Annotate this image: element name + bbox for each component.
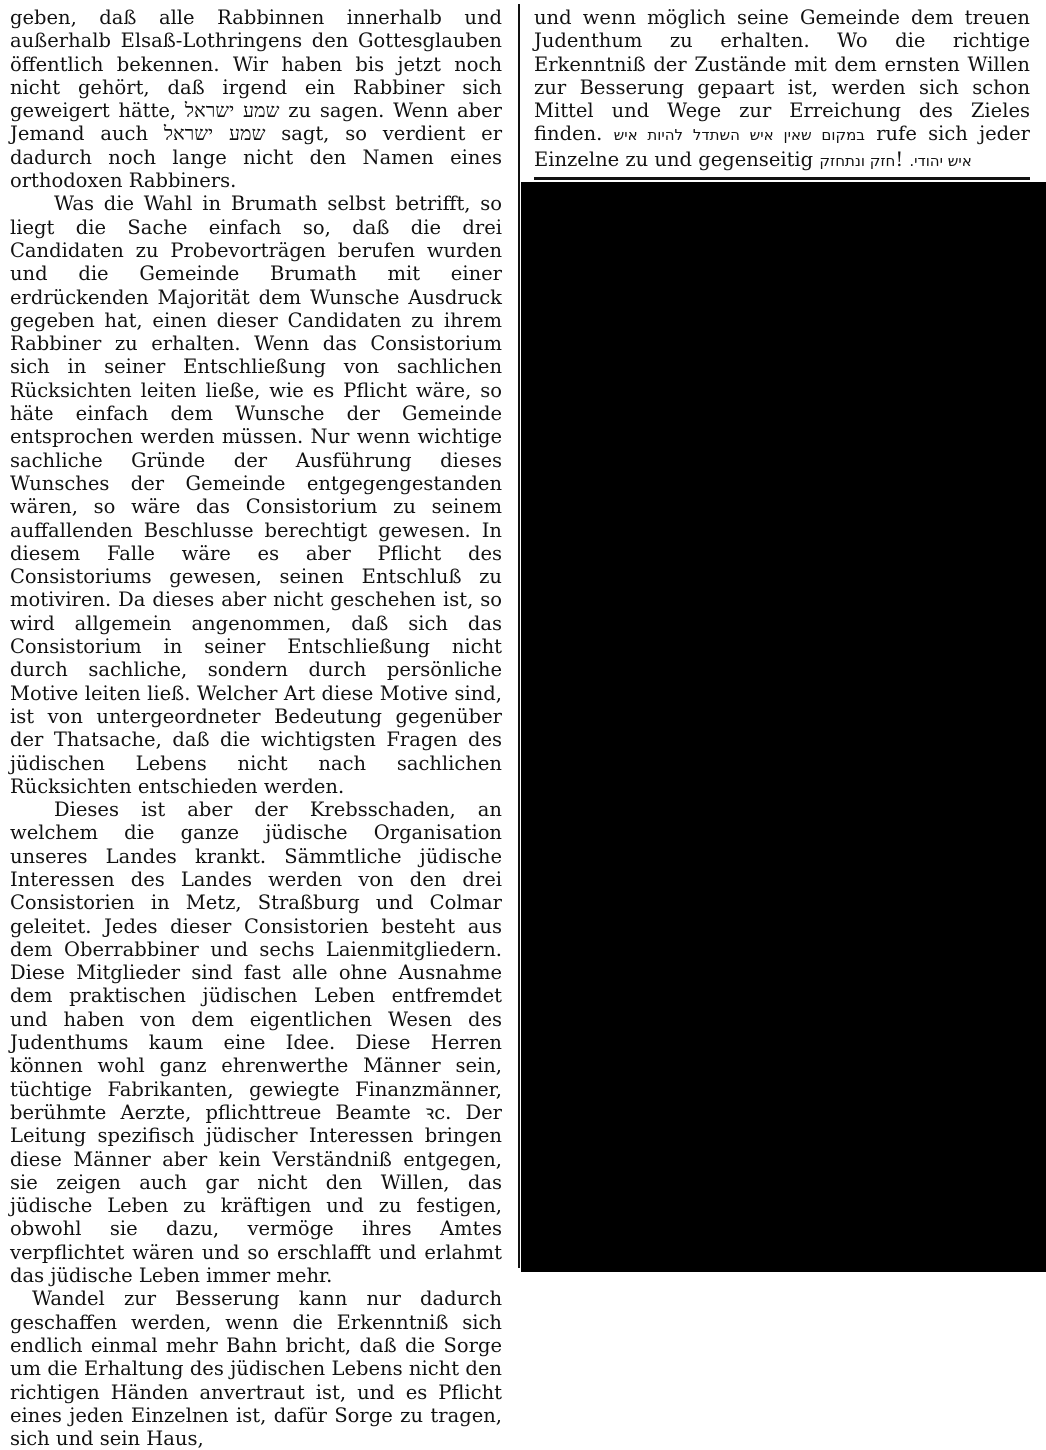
paragraph-continuation — [534, 6, 1030, 173]
column-divider — [518, 4, 520, 1268]
paragraph-4: Wandel zur Besserung kann nur dadurch geschaffen werden, wenn die Erkenntniß sich endlich einmal mehr Bahn bricht, daß die Sorge um die Erhaltung des jüdischen Lebens nicht den richtigen Händen anvertraut ist, und es Pflicht eines jeden Einzelnen ist, dafür Sorge zu tragen, sich und sein Haus, — [10, 1287, 502, 1450]
hebrew-phrase-3: איש יהודי. — [909, 151, 972, 170]
hebrew-phrase-2: חזק ונתחזק — [819, 151, 896, 170]
exclamation-mark: ! — [895, 147, 904, 171]
paragraph-1: geben, daß alle Rabbinnen innerhalb und außerhalb Elsaß-Lothringens den Gottesglauben öffentlich bekennen. Wir haben bis jetzt noch nicht gehört, daß irgend ein Rabbiner sich geweigert hätte, שמע ישראל zu sagen. Wenn aber Jemand auch שמע ישראל sagt, so verdient er dadurch noch lange nicht den Namen eines orthodoxen Rabbiners. — [10, 6, 503, 193]
paragraph-2: Was die Wahl in Brumath selbst betrifft, so liegt die Sache einfach so, daß die drei Candidaten zu Probevorträgen berufen wurden und die Gemeinde Brumath mit einer erdrückenden Majorität dem Wunsche Ausdruck gegeben hat, einen dieser Candidaten zu ihrem Rabbiner zu erhalten. Wenn das Consistorium sich in seiner Entschließung von sachlichen Rücksichten leiten ließe, wie es Pflicht wäre, so häte einfach dem Wunsche der Gemeinde entsprochen werden müssen. Nur wenn wichtige sachliche Gründe der Ausführung dieses Wunsches der Gemeinde entgegengestanden wären, so wäre das Consistorium zu seinem auffallenden Beschlusse berechtigt gewesen. In diesem Falle wäre es aber Pflicht des Consistoriums gewesen, seinen Entschluß zu motiviren. Da dieses aber nicht geschehen ist, so wird allgemein angenommen, daß sich das Consistorium in seiner Entschließung nicht durch sachliche, sondern durch persönliche Motive leiten ließ. Welcher Art diese Motive sind, ist von untergeordneter Bedeutung gegenüber der Thatsache, daß die wichtigsten Fragen des jüdischen Lebens nicht nach sachlichen Rücksichten entschieden werden. — [10, 192, 502, 798]
paragraph-3: Dieses ist aber der Krebsschaden, an welchem die ganze jüdische Organisation unseres Landes krankt. Sämmtliche jüdische Interessen des Landes werden von den drei Consistorien in Metz, Straßburg und Colmar geleitet. Jedes dieser Consistorien besteht aus dem Oberrabbiner und sechs Laienmitgliedern. Diese Mitglieder sind fast alle ohne Ausnahme dem praktischen jüdischen Leben entfremdet und haben von dem eigentlichen Wesen des Judenthums kaum eine Idee. Diese Herren können wohl ganz ehrenwerthe Männer sein, tüchtige Fabrikanten, gewiegte Finanzmänner, berühmte Aerzte, pflichttreue Beamte ꝛc. Der Leitung spezifisch jüdischer Interessen bringen diese Männer aber kein Verständniß entgegen, sie zeigen auch gar nicht den Willen, das jüdische Leben zu kräftigen und zu festigen, obwohl sie dazu, vermöge ihres Amtes verpflichtet wären und so erschlafft und erlahmt das jüdische Leben immer mehr. — [10, 798, 502, 1288]
right-column — [534, 6, 1030, 173]
end-of-article-rule — [534, 177, 1030, 180]
continuation-text-start: und wenn möglich seine Gemeinde dem treuen Judenthum zu erhalten. Wo die richtige Erkenntniß der Zustände mit dem ernsten Willen zur Besserung gepaart ist, werden sich schon Mittel und Wege zur Erreichung des Zieles finden. — [534, 6, 1030, 146]
left-column — [10, 6, 502, 1450]
continuation-text-mid: rufe sich jeder Einzelne zu und gegenseitig — [534, 122, 1030, 171]
blank-black-area — [521, 182, 1046, 1272]
hebrew-phrase-1: במקום שאין איש השתדל להיות איש — [613, 126, 865, 145]
